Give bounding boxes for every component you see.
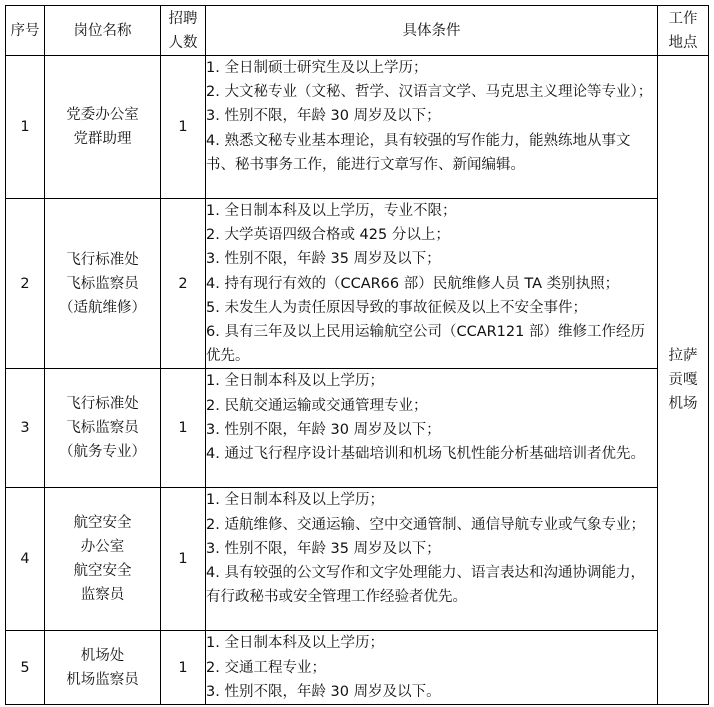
condition-item: 1. 全日制硕士研究生及以上学历；	[206, 60, 428, 76]
condition-item: 6. 具有三年及以上民用运输航空公司（CCAR121 部）维修工作经历优先。	[206, 324, 645, 365]
condition-item: 2. 民航交通运输或交通管理专业；	[206, 397, 428, 414]
condition-item: 4. 持有现行有效的（CCAR66 部）民航维修人员 TA 类别执照；	[206, 275, 620, 292]
position-line: （适航维修）	[59, 299, 146, 316]
header-row	[6, 6, 709, 56]
row-conditions	[206, 199, 658, 369]
position-line: 航空安全	[73, 515, 132, 532]
row-index: 4	[6, 488, 45, 631]
header-count	[161, 6, 206, 56]
condition-item: 2. 适航维修、交通运输、空中交通管制、通信导航专业或气象专业；	[206, 516, 645, 533]
position-line: 飞标监察员	[66, 420, 139, 437]
row-conditions	[206, 488, 658, 631]
position-line: 飞行标准处	[66, 396, 139, 413]
row-position	[45, 369, 161, 488]
header-location	[658, 6, 709, 56]
table-row	[6, 199, 709, 369]
condition-item: 3. 性别不限，年龄 30 周岁及以下。	[206, 683, 441, 700]
condition-item: 4. 熟悉文秘专业基本理论，具有较强的写作能力，能熟练地从事文书、秘书事务工作，能进行文章写作、新闻编辑。	[206, 132, 631, 173]
position-line: 飞标监察员	[66, 275, 139, 292]
position-line: 办公室	[80, 539, 125, 556]
condition-item: 3. 性别不限，年龄 30 周岁及以下；	[206, 421, 441, 438]
condition-item: 2. 大文秘专业（文秘、哲学、汉语言文学、马克思主义理论等专业）；	[206, 84, 653, 101]
condition-item: 5. 未发生人为责任原因导致的事故征候及以上不安全事件；	[206, 299, 587, 316]
row-index: 3	[6, 369, 45, 488]
table-row	[6, 631, 709, 705]
condition-item: 2. 大学英语四级合格或 425 分以上；	[206, 227, 450, 244]
condition-item: 1. 全日制本科及以上学历；	[206, 635, 384, 652]
location-line: 机场	[668, 396, 698, 413]
position-line: 监察员	[80, 587, 125, 604]
row-count: 1	[161, 631, 206, 705]
position-line: 飞行标准处	[66, 251, 139, 268]
row-count: 1	[161, 488, 206, 631]
condition-item: 3. 性别不限，年龄 35 周岁及以下；	[206, 251, 441, 268]
row-count: 1	[161, 56, 206, 199]
condition-item: 1. 全日制本科及以上学历；	[206, 373, 384, 390]
row-count: 2	[161, 199, 206, 369]
row-index: 5	[6, 631, 45, 705]
header-location-line2: 地点	[668, 34, 698, 51]
condition-item: 4. 通过飞行程序设计基础培训和机场飞机性能分析基础培训者优先。	[206, 446, 645, 463]
header-count-line2: 人数	[168, 34, 198, 51]
condition-item: 1. 全日制本科及以上学历；	[206, 492, 384, 509]
condition-item: 2. 交通工程专业；	[206, 659, 326, 676]
table-row	[6, 369, 709, 488]
header-conditions: 具体条件	[206, 6, 658, 56]
row-index: 2	[6, 199, 45, 369]
row-conditions	[206, 56, 658, 199]
header-position: 岗位名称	[45, 6, 161, 56]
row-position	[45, 56, 161, 199]
condition-item: 4. 具有较强的公文写作和文字处理能力、语言表达和沟通协调能力，有行政秘书或安全管理工作经验者优先。	[206, 565, 645, 606]
position-line: 机场处	[80, 647, 125, 664]
position-line: 航空安全	[73, 563, 132, 580]
table-row	[6, 56, 709, 199]
recruitment-table	[5, 5, 709, 705]
condition-item: 3. 性别不限，年龄 30 周岁及以下；	[206, 108, 441, 125]
work-location	[658, 56, 709, 705]
header-index: 序号	[6, 6, 45, 56]
row-index: 1	[6, 56, 45, 199]
row-position	[45, 488, 161, 631]
row-conditions	[206, 369, 658, 488]
condition-item: 1. 全日制本科及以上学历，专业不限；	[206, 203, 457, 219]
row-position	[45, 631, 161, 705]
position-line: （航务专业）	[59, 444, 146, 461]
header-count-line1: 招聘	[168, 10, 198, 27]
row-count: 1	[161, 369, 206, 488]
position-line: 党群助理	[73, 131, 132, 147]
row-position	[45, 199, 161, 369]
table-row	[6, 488, 709, 631]
row-conditions	[206, 631, 658, 705]
location-line: 拉萨	[668, 348, 698, 365]
position-line: 机场监察员	[66, 671, 139, 688]
location-line: 贡嘎	[668, 372, 698, 389]
condition-item: 3. 性别不限，年龄 35 周岁及以下；	[206, 540, 441, 557]
header-location-line1: 工作	[668, 10, 698, 27]
position-line: 党委办公室	[66, 107, 139, 123]
